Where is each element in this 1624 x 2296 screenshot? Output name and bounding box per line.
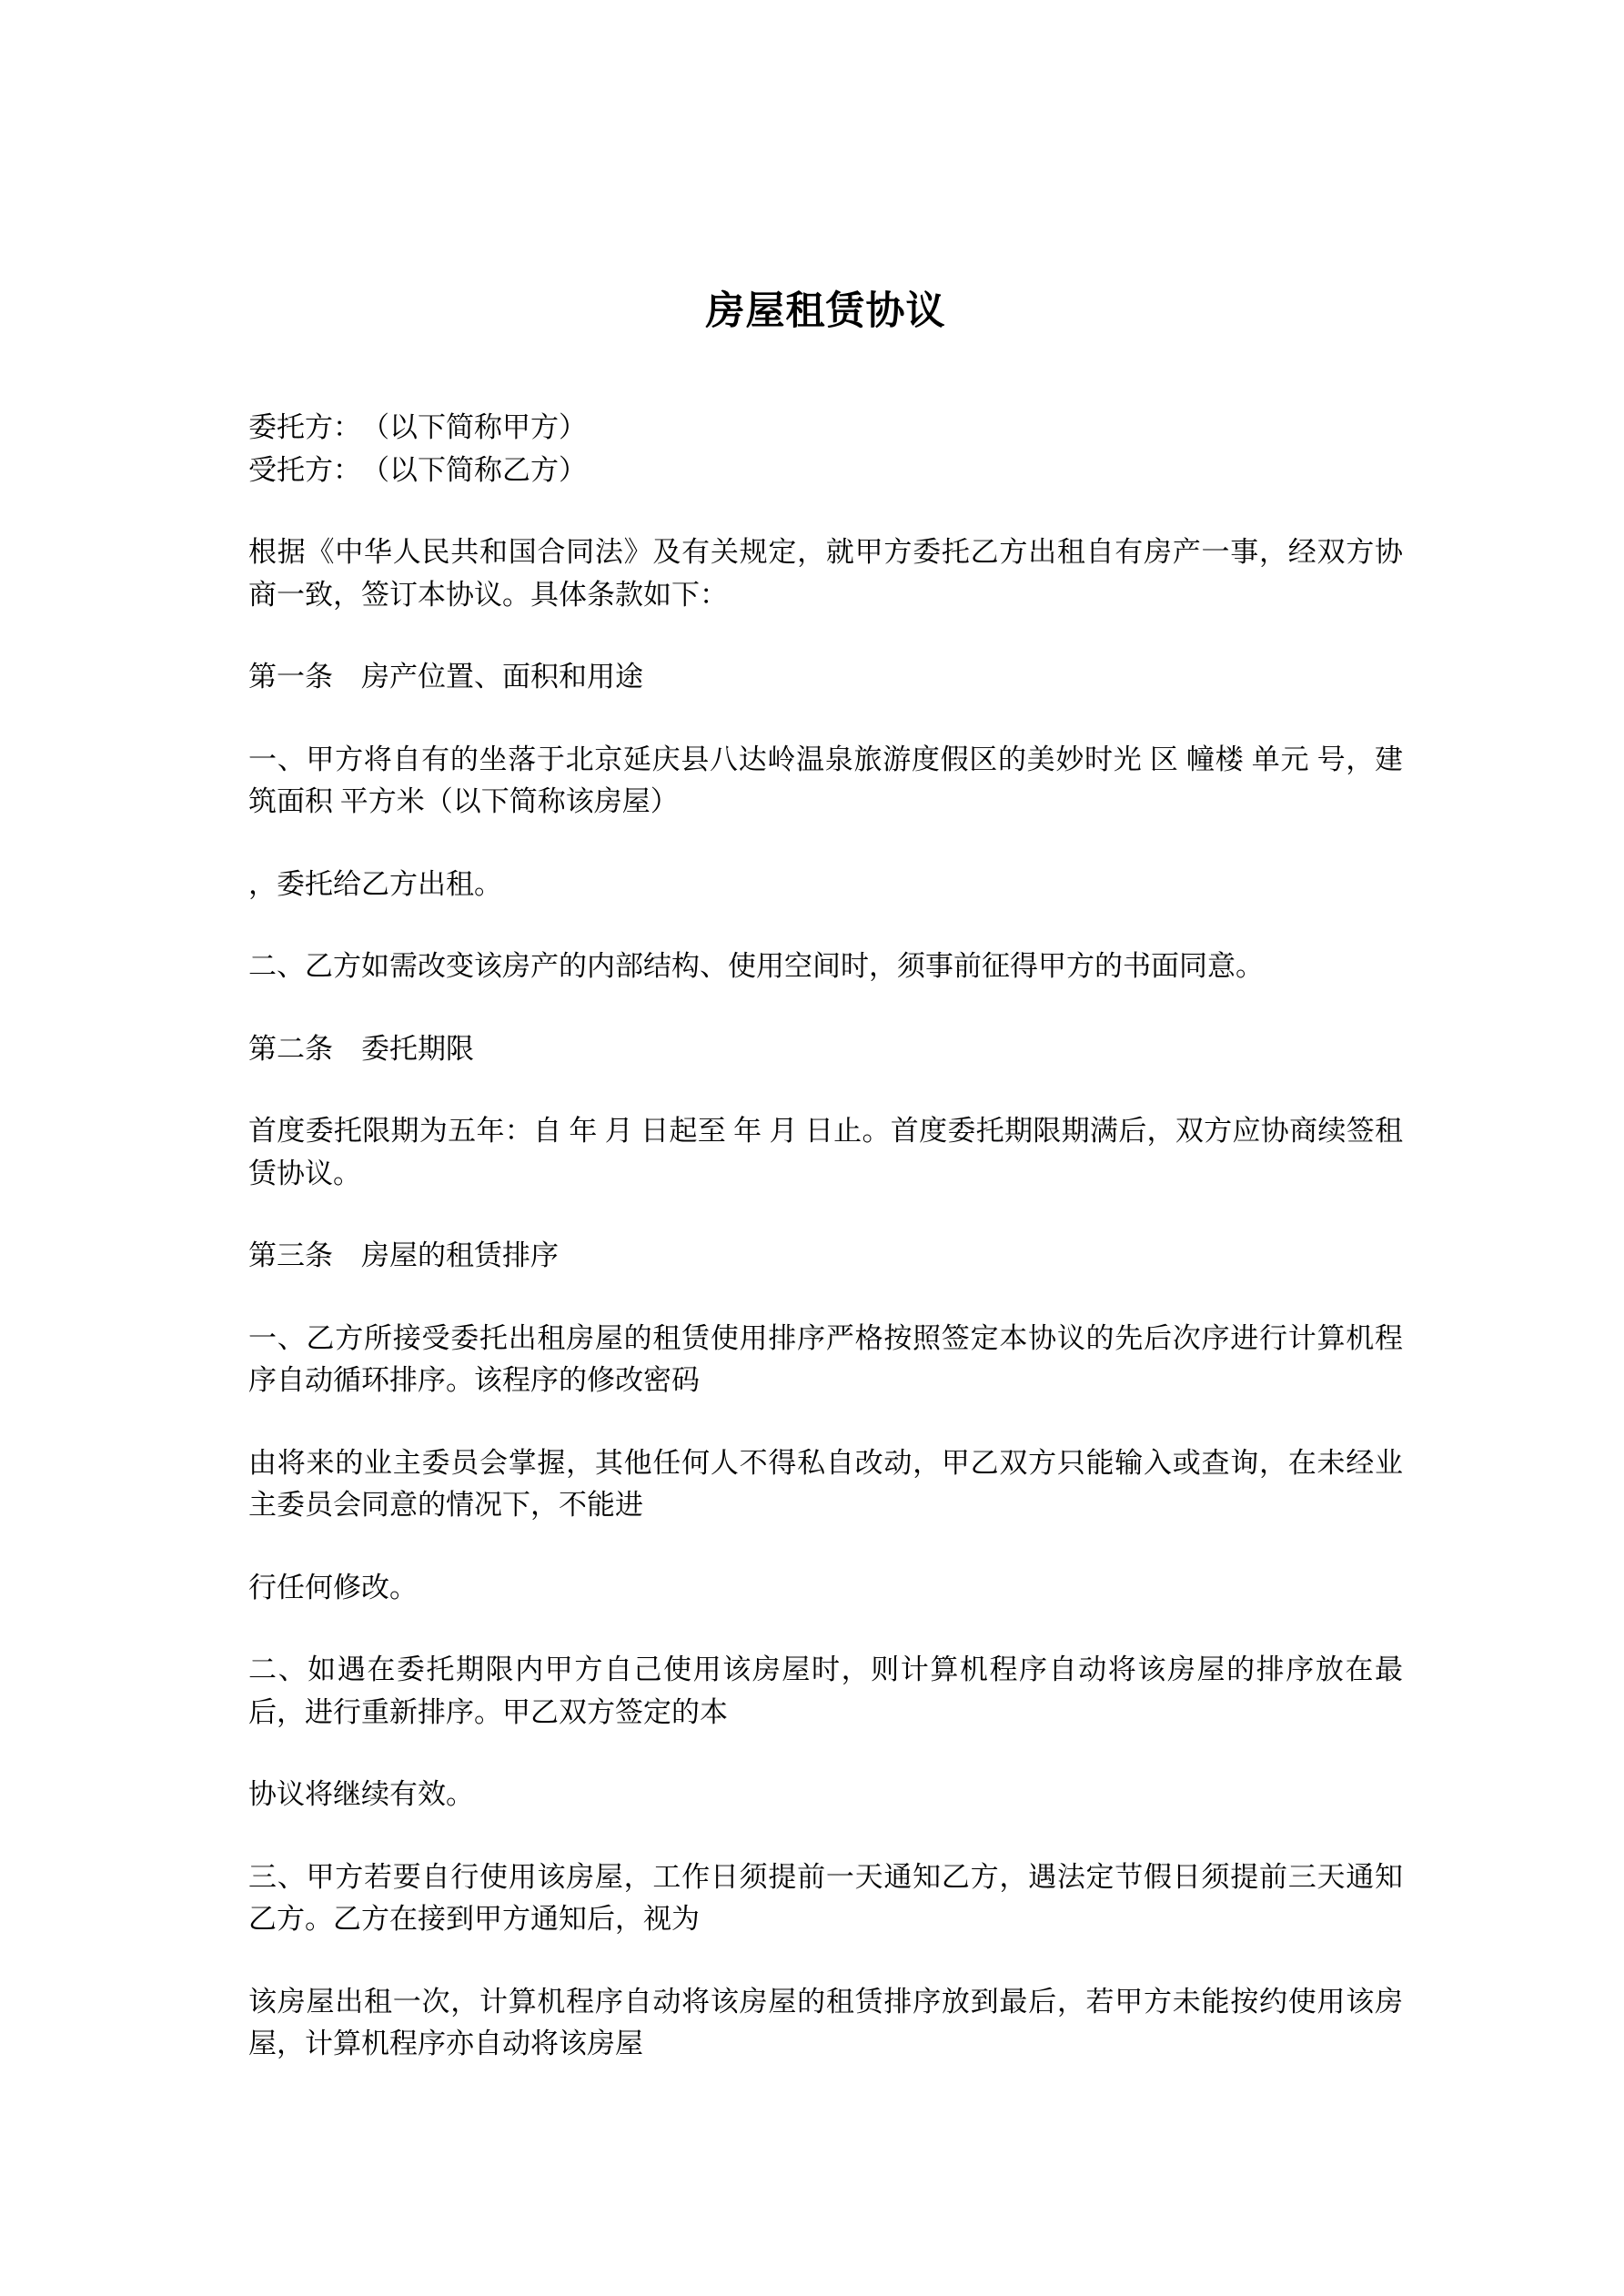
paragraph-article3-item1-cont2: 行任何修改。: [248, 1571, 418, 1603]
paragraph-article3-item3: 三、甲方若要自行使用该房屋，工作日须提前一天通知乙方，遇法定节假日须提前三天通知乙方。乙方在接到甲方通知后，视为: [248, 1860, 1403, 1935]
paragraph-article1-item2: 二、乙方如需改变该房产的内部结构、使用空间时，须事前征得甲方的书面同意。: [248, 950, 1264, 982]
paragraph-consignee: 受托方： （以下简称乙方）: [248, 453, 587, 486]
paragraph-article1-heading: 第一条 房产位置、面积和用途: [248, 661, 643, 693]
paragraph-article3-item1: 一、乙方所接受委托出租房屋的租赁使用排序严格按照签定本协议的先后次序进行计算机程序自动循环排序。该程序的修改密码: [248, 1321, 1403, 1396]
paragraph-article3-item3-cont: 该房屋出租一次，计算机程序自动将该房屋的租赁排序放到最后，若甲方未能按约使用该房屋，计算机程序亦自动将该房屋: [248, 1985, 1403, 2059]
paragraph-article3-item2-cont: 协议将继续有效。: [248, 1778, 474, 1810]
paragraph-article3-item1-cont1: 由将来的业主委员会掌握，其他任何人不得私自改动，甲乙双方只能输入或查询，在未经业主委员会同意的情况下，不能进: [248, 1446, 1403, 1521]
paragraph-article3-item2: 二、如遇在委托期限内甲方自己使用该房屋时，则计算机程序自动将该房屋的排序放在最后，进行重新排序。甲乙双方签定的本: [248, 1654, 1403, 1728]
paragraph-article2-heading: 第二条 委托期限: [248, 1032, 474, 1065]
paragraph-article1-item1: 一、甲方将自有的坐落于北京延庆县八达岭温泉旅游度假区的美妙时光 区 幢楼 单元 号，建筑面积 平方米（以下简称该房屋）: [248, 743, 1403, 817]
paragraph-article1-item1-cont: ，委托给乙方出租。: [248, 867, 502, 900]
paragraph-preamble: 根据《中华人民共和国合同法》及有关规定，就甲方委托乙方出租自有房产一事，经双方协商一致，签订本协议。具体条款如下：: [248, 536, 1403, 611]
paragraph-article3-heading: 第三条 房屋的租赁排序: [248, 1239, 559, 1271]
paragraph-article2-term: 首度委托限期为五年：自 年 月 日起至 年 月 日止。首度委托期限期满后，双方应协商续签租赁协议。: [248, 1115, 1403, 1189]
document-title: 房屋租赁协议: [705, 290, 946, 333]
paragraph-consignor: 委托方： （以下简称甲方）: [248, 411, 587, 443]
